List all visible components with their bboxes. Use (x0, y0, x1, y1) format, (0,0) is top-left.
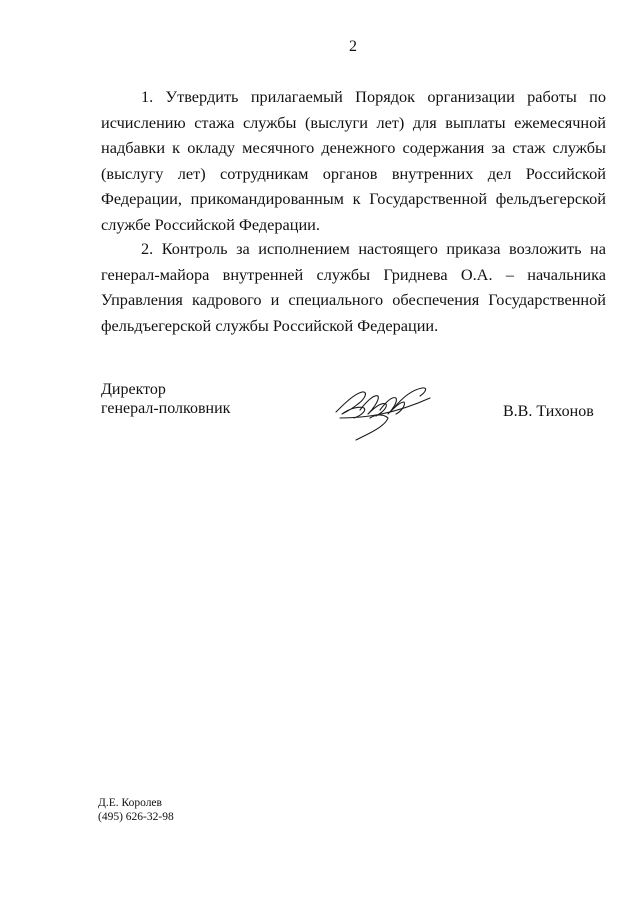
paragraph-1: 1. Утвердить прилагаемый Порядок организации работы по исчислению стажа службы (выслуги лет) для выплаты ежемесячной надбавки к окладу месячного денежного содержания за стаж службы (выслугу лет) сотрудникам органов внутренних дел Российской Федерации, прикомандированным к Государственной фельдъегерской службе Российской Федерации. (101, 87, 606, 234)
executor-name: Д.Е. Королев (98, 797, 162, 809)
executor-info (98, 796, 174, 824)
signer-position-line-1: Директор (101, 381, 166, 398)
signer-position-line-2: генерал-полковник (101, 400, 231, 417)
signer-position (101, 380, 230, 418)
signer-name: В.В. Тихонов (503, 403, 594, 420)
page-number: 2 (349, 38, 357, 55)
paragraph-2: 2. Контроль за исполнением настоящего приказа возложить на генерал-майора внутренней службы Гриднева О.А. – начальника Управления кадрового и специального обеспечения Государственной фельдъегерской службы Российской Федерации. (101, 239, 606, 335)
handwritten-signature (330, 384, 440, 444)
executor-phone: (495) 626-32-98 (98, 811, 174, 823)
